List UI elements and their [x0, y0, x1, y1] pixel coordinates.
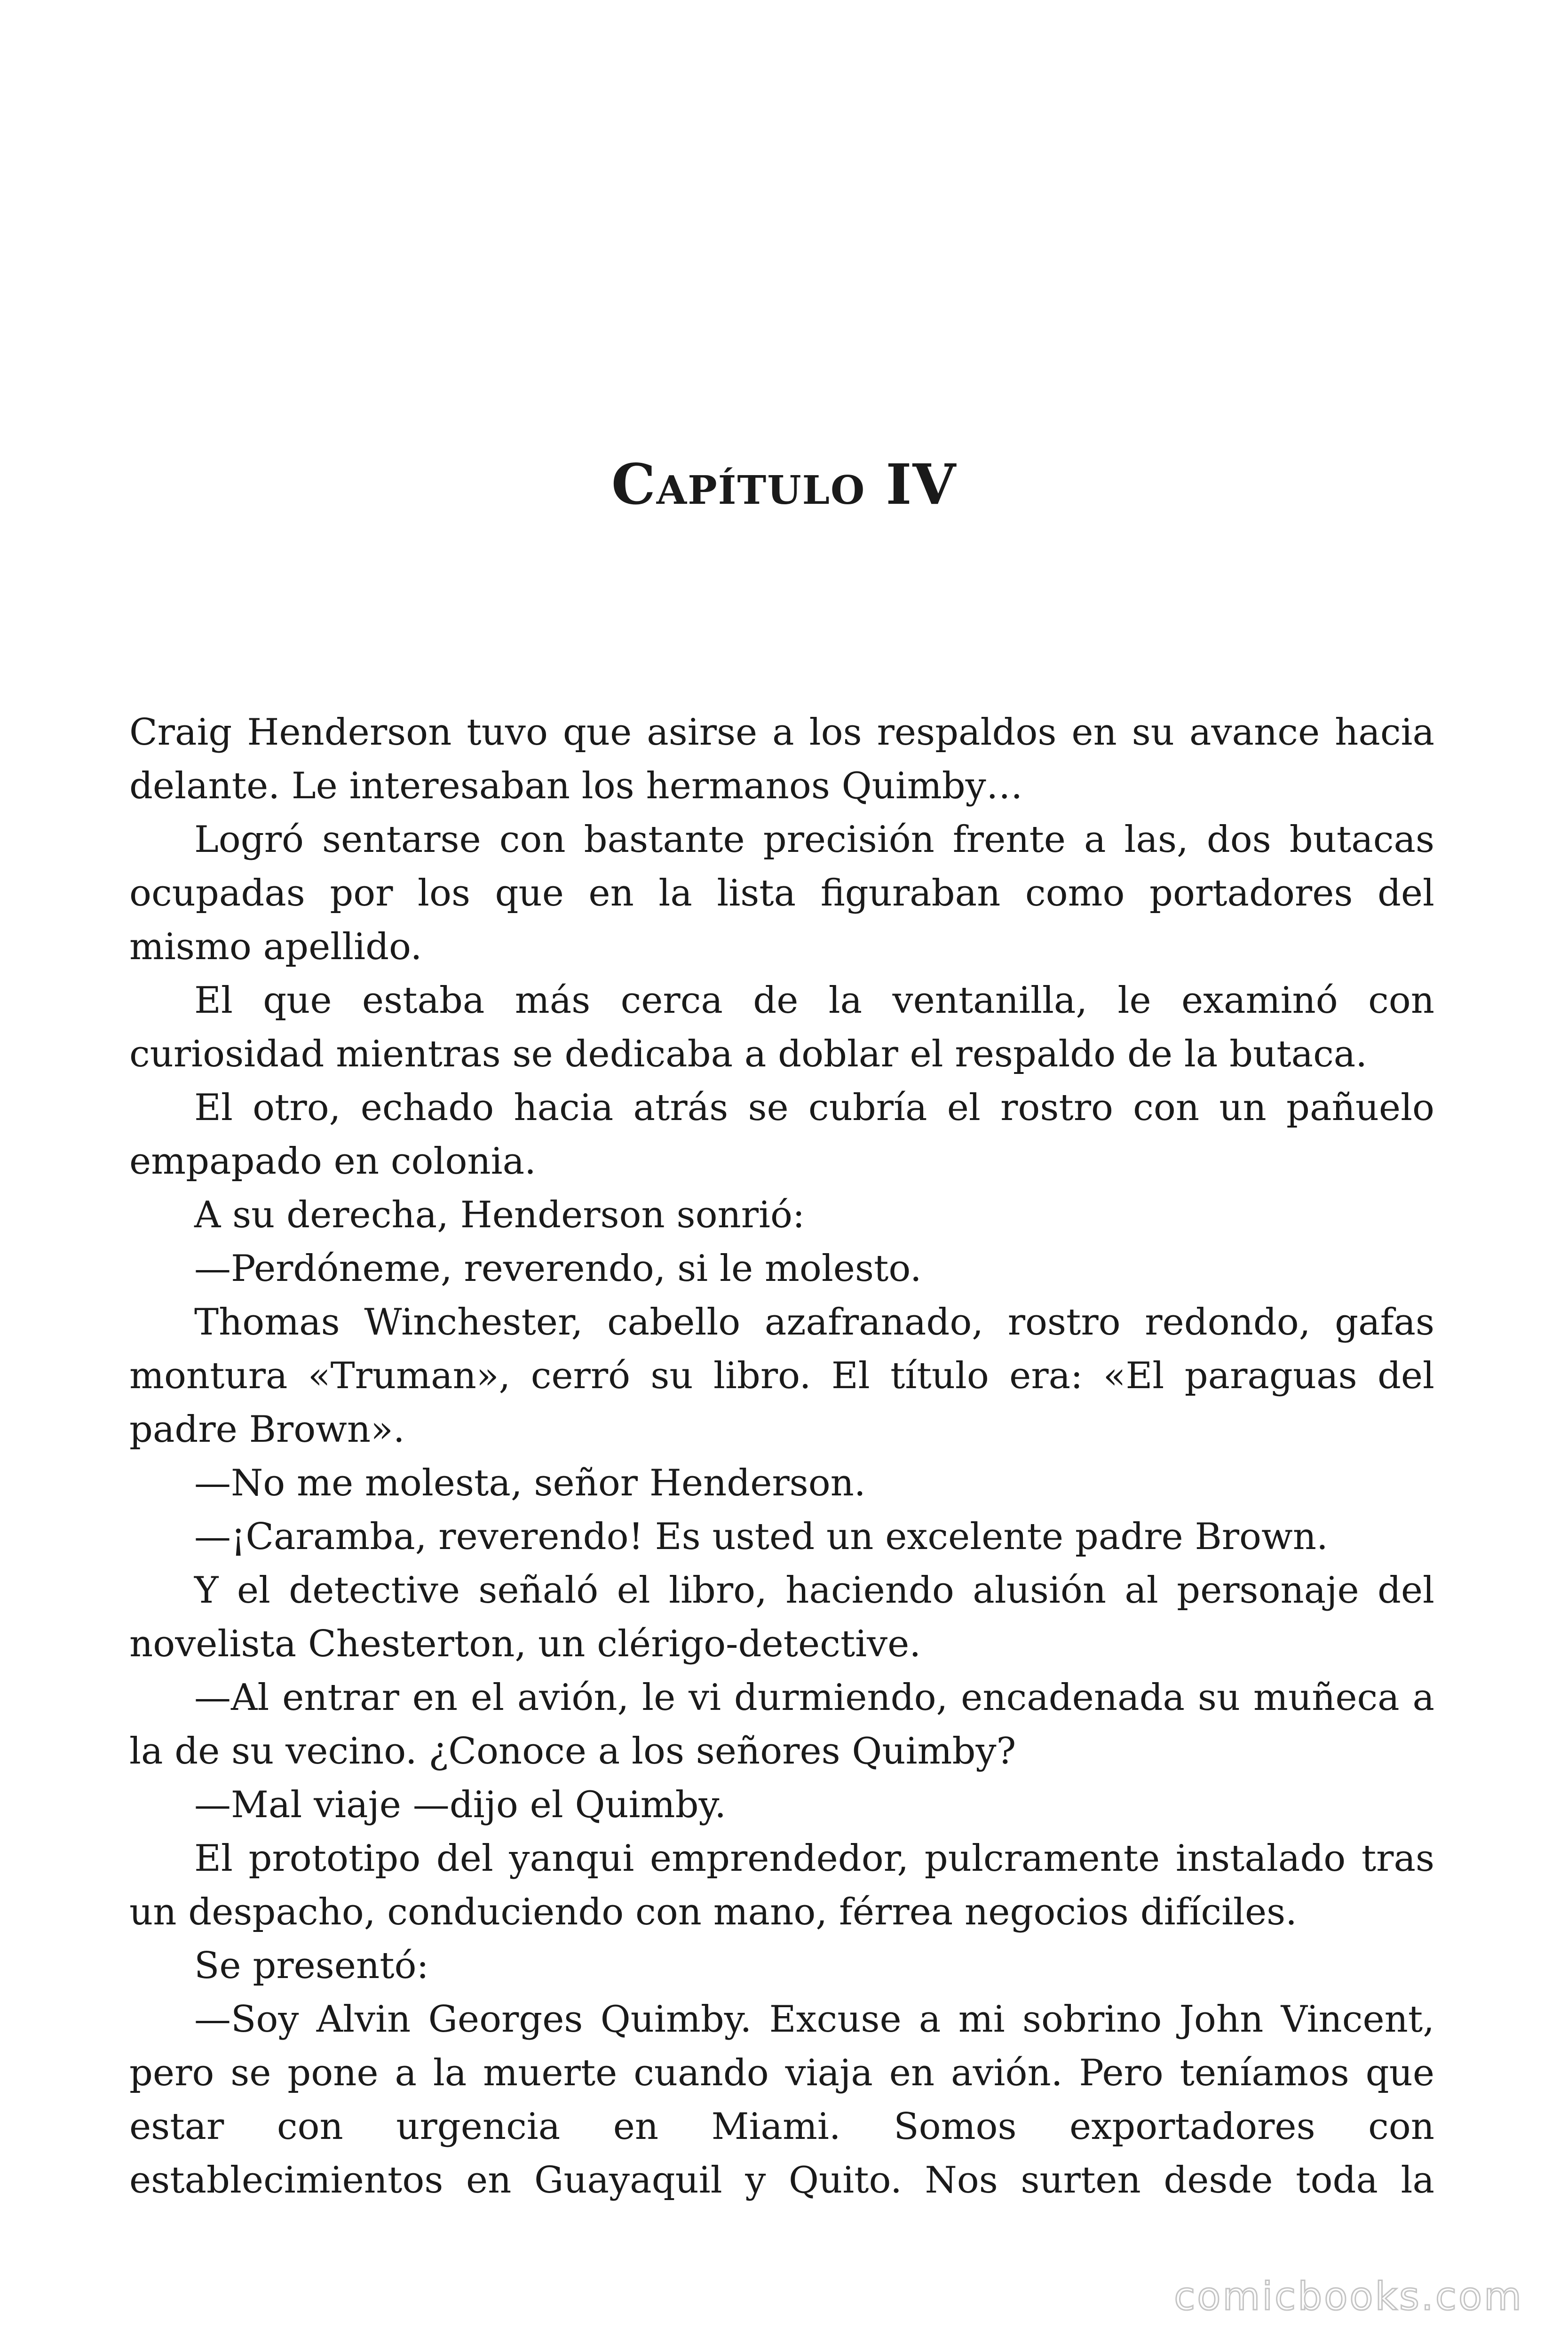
paragraph: Y el detective señaló el libro, haciendo alusión al personaje del novelista Chesterton, un clérigo-detective. — [129, 1569, 1434, 1665]
paragraph: Craig Henderson tuvo que asirse a los respaldos en su avance hacia delante. Le interesaban los hermanos Quimby… — [129, 711, 1434, 807]
watermark: comicbooks.com — [1174, 2274, 1523, 2319]
dialogue-line: —No me molesta, señor Henderson. — [194, 1462, 866, 1504]
dialogue-line: —Al entrar en el avión, le vi durmiendo, encadenada su muñeca a la de su vecino. ¿Conoce a los señores Quimby? — [129, 1677, 1434, 1772]
chapter-body — [129, 706, 1434, 2207]
dialogue-line: —Mal viaje —dijo el Quimby. — [194, 1784, 726, 1826]
paragraph: Logró sentarse con bastante precisión frente a las, dos butacas ocupadas por los que en la lista figuraban como portadores del mismo apellido. — [129, 818, 1434, 968]
chapter-title: Capítulo IV — [611, 452, 957, 517]
paragraph: El que estaba más cerca de la ventanilla, le examinó con curiosidad mientras se dedicaba a doblar el respaldo de la butaca. — [129, 979, 1434, 1075]
paragraph: Se presentó: — [194, 1945, 429, 1987]
paragraph: El prototipo del yanqui emprendedor, pulcramente instalado tras un despacho, conduciendo con mano, férrea negocios difíciles. — [129, 1837, 1434, 1933]
paragraph: A su derecha, Henderson sonrió: — [194, 1194, 805, 1236]
paragraph: Thomas Winchester, cabello azafranado, rostro redondo, gafas montura «Truman», cerró su libro. El título era: «El paraguas del padre Brown». — [129, 1301, 1434, 1451]
dialogue-line: —¡Caramba, reverendo! Es usted un excelente padre Brown. — [194, 1516, 1328, 1558]
dialogue-line: —Perdóneme, reverendo, si le molesto. — [194, 1248, 922, 1290]
paragraph: El otro, echado hacia atrás se cubría el rostro con un pañuelo empapado en colonia. — [129, 1087, 1434, 1183]
dialogue-line: —Soy Alvin Georges Quimby. Excuse a mi sobrino John Vincent, pero se pone a la muerte cuando viaja en avión. Pero teníamos que estar con urgencia en Miami. Somos exportadores con establecimientos en Guayaquil y Quito. Nos surten desde toda la — [129, 1998, 1434, 2201]
